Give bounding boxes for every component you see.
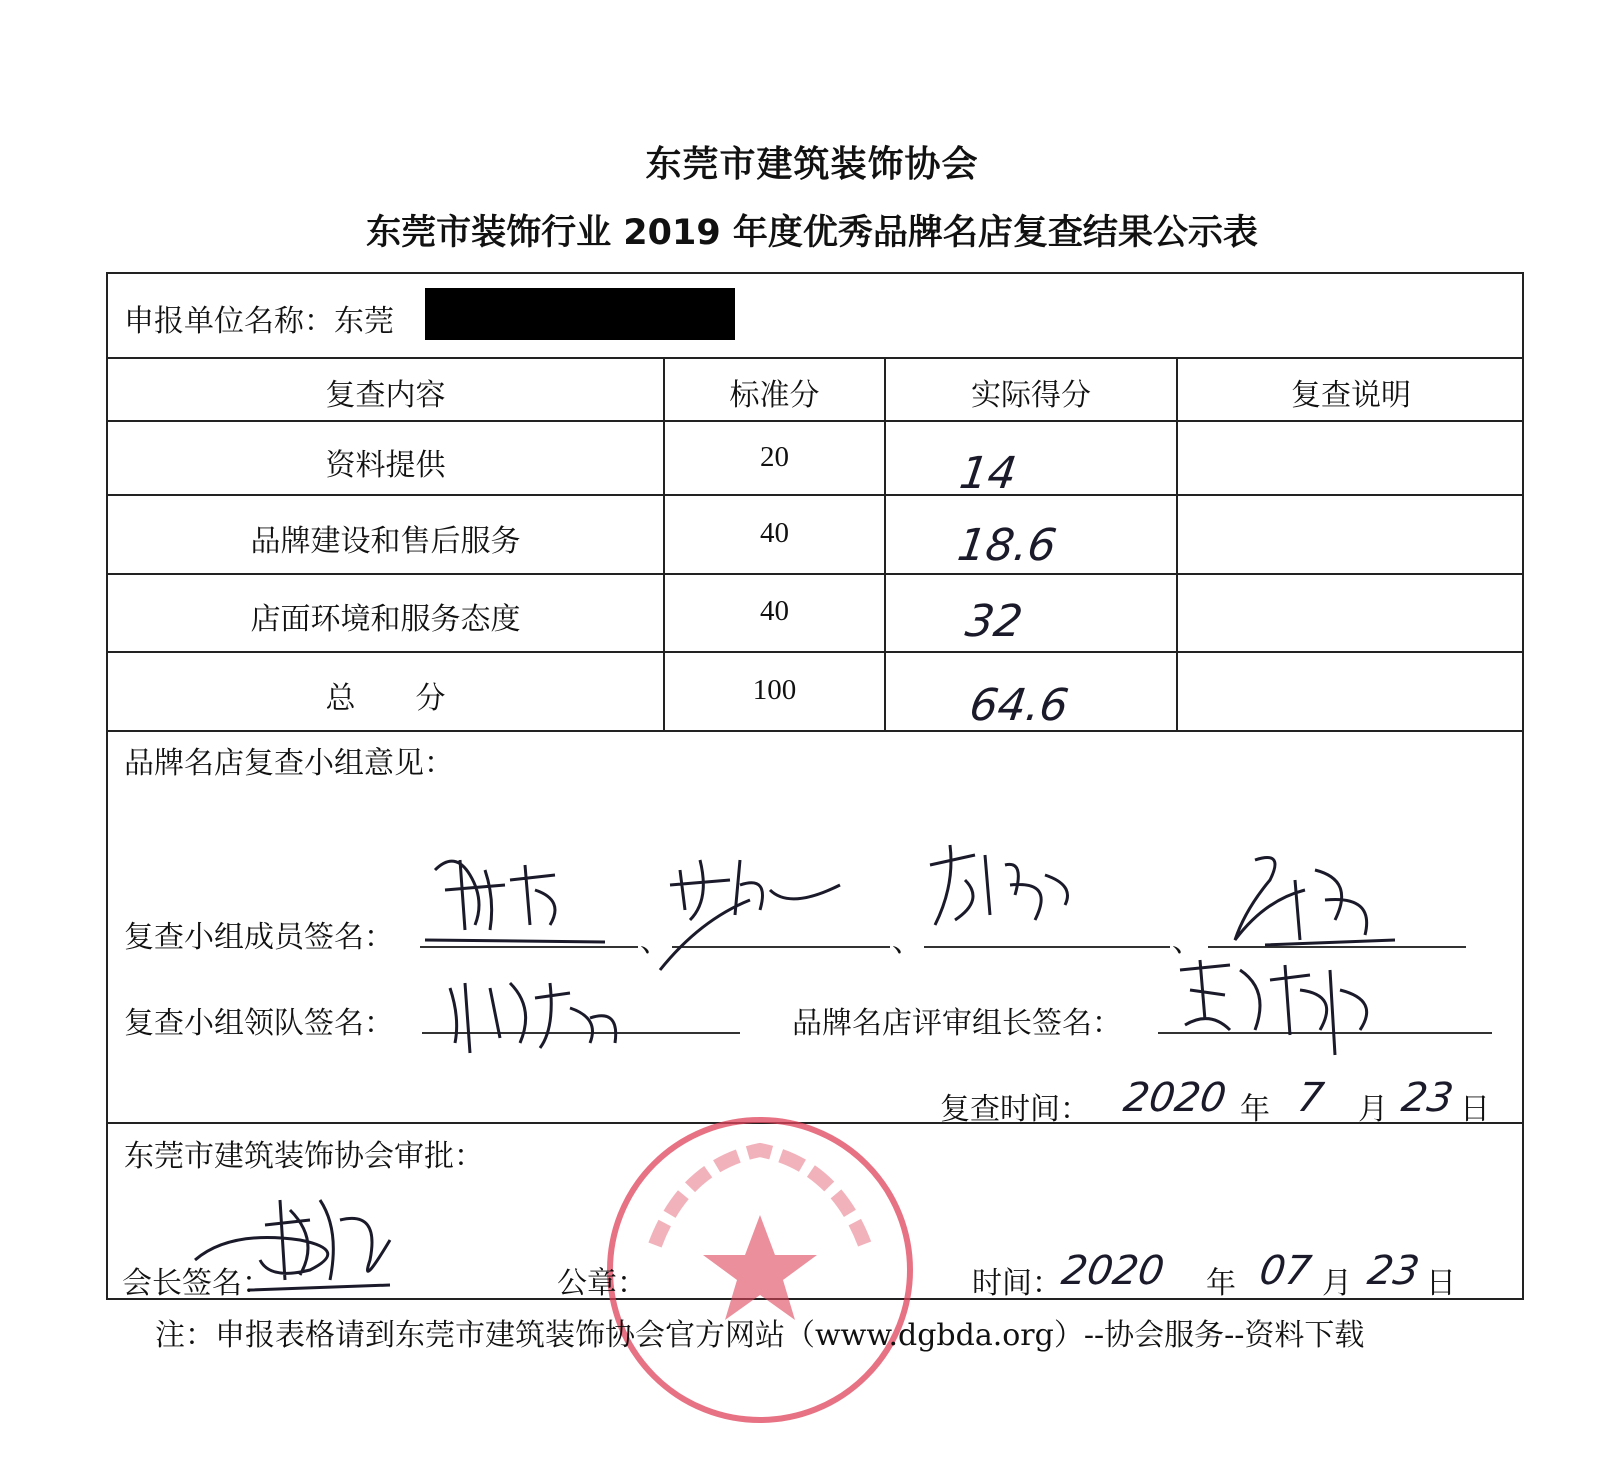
table-row-actual: 64.6: [966, 680, 1072, 731]
applicant-label: 申报单位名称：东莞: [124, 304, 394, 339]
form-title: 东莞市装饰行业 2019 年度优秀品牌名店复查结果公示表: [366, 213, 1258, 253]
table-row-item: 总 分: [325, 681, 446, 716]
review-date-day-unit: 日: [1460, 1092, 1490, 1127]
member-signature-1: [415, 830, 615, 950]
table-row-actual: 18.6: [954, 520, 1060, 571]
column-header-standard: 标准分: [729, 378, 820, 413]
table-row-standard: 100: [752, 674, 797, 706]
chief-signature: [1170, 950, 1390, 1060]
separator: 、: [640, 924, 670, 959]
approval-time-month: 07: [1256, 1248, 1315, 1294]
column-header-content: 复查内容: [325, 378, 446, 413]
row-divider: [106, 573, 1524, 575]
approval-time-label: 时间：: [972, 1266, 1062, 1301]
redaction-bar: [425, 288, 735, 340]
table-row-actual: 32: [962, 596, 1026, 647]
review-date-day: 23: [1398, 1075, 1457, 1121]
approval-time-day: 23: [1364, 1248, 1423, 1294]
approval-label: 东莞市建筑装饰协会审批：: [124, 1139, 484, 1174]
president-signature: [190, 1180, 420, 1300]
row-divider: [106, 357, 1524, 359]
chief-label: 品牌名店评审组长签名：: [792, 1006, 1122, 1041]
member-signature-2: [640, 830, 870, 980]
review-date-month-unit: 月: [1358, 1092, 1388, 1127]
members-label: 复查小组成员签名：: [124, 920, 394, 955]
leader-signature: [440, 968, 640, 1058]
approval-time-day-unit: 日: [1426, 1266, 1456, 1301]
table-row-item: 资料提供: [325, 448, 446, 483]
opinion-label: 品牌名店复查小组意见：: [124, 746, 454, 781]
review-date-label: 复查时间：: [940, 1092, 1090, 1127]
president-label: 会长签名：: [122, 1266, 272, 1301]
approval-time-year-unit: 年: [1206, 1266, 1236, 1301]
leader-label: 复查小组领队签名：: [124, 1006, 394, 1041]
row-divider: [106, 651, 1524, 653]
member-signature-3: [915, 825, 1095, 945]
table-row-item: 品牌建设和售后服务: [250, 524, 521, 559]
table-row-standard: 40: [760, 517, 789, 549]
association-title: 东莞市建筑装饰协会: [645, 144, 979, 185]
row-divider: [106, 420, 1524, 422]
separator: 、: [1172, 924, 1202, 959]
seal-label: 公章：: [557, 1266, 647, 1301]
separator: 、: [892, 924, 922, 959]
member-signature-4: [1225, 840, 1405, 960]
review-date-year: 2020: [1120, 1075, 1230, 1121]
column-header-actual: 实际得分: [971, 378, 1091, 413]
applicant-name: 东莞: [334, 304, 394, 339]
signature-line: [924, 946, 1170, 948]
footer-note: 注：申报表格请到东莞市建筑装饰协会官方网站（www.dgbda.org）--协会服务--资料下载: [155, 1318, 1365, 1353]
table-row-standard: 20: [760, 441, 789, 473]
review-date-year-unit: 年: [1240, 1092, 1270, 1127]
table-row-standard: 40: [760, 595, 789, 627]
row-divider: [106, 730, 1524, 732]
approval-time-month-unit: 月: [1322, 1266, 1352, 1301]
table-row-item: 店面环境和服务态度: [250, 602, 521, 637]
table-row-actual: 14: [956, 448, 1020, 499]
approval-time-year: 2020: [1058, 1248, 1168, 1294]
column-header-note: 复查说明: [1291, 378, 1411, 413]
review-date-month: 7: [1294, 1075, 1327, 1121]
row-divider: [106, 494, 1524, 496]
